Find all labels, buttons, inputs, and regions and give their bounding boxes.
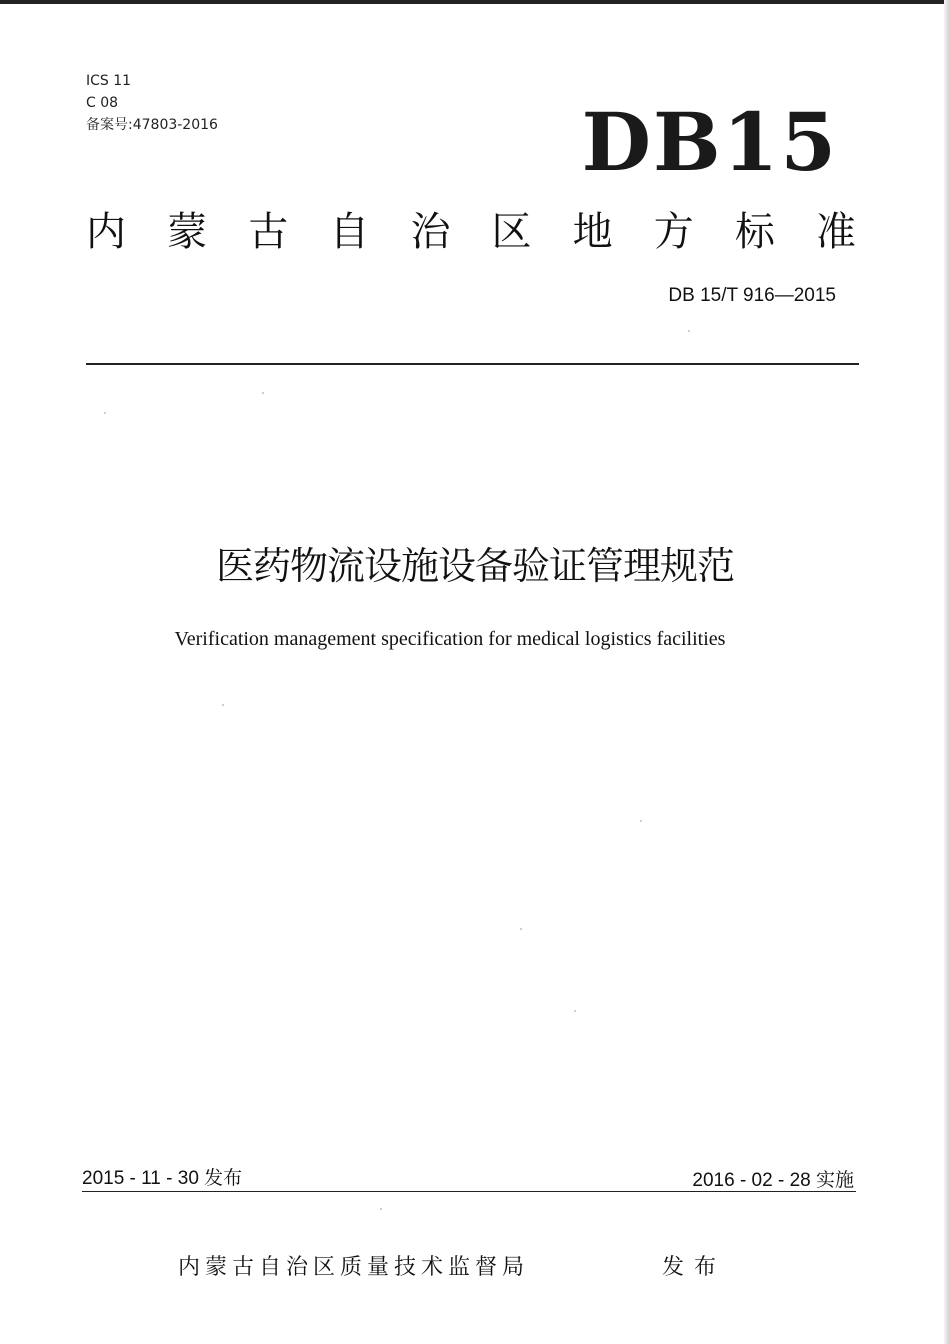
publisher-action: 发布: [662, 1255, 727, 1280]
standard-type-title: [86, 204, 856, 260]
implementation-date: 2016 - 02 - 28 实施: [692, 1170, 854, 1191]
title-char: 标: [734, 209, 775, 255]
scan-speck: [574, 1010, 576, 1012]
title-char: 治: [410, 209, 451, 255]
scan-speck: [520, 928, 522, 930]
title-char: 古: [248, 209, 289, 255]
title-char: 方: [653, 209, 694, 255]
scan-speck: [262, 392, 264, 394]
title-char: 蒙: [167, 209, 208, 255]
title-char: 内: [86, 209, 126, 255]
publisher-name: 内蒙古自治区质量技术监督局: [178, 1255, 530, 1280]
header-divider: [86, 363, 859, 365]
scan-speck: [104, 412, 106, 414]
record-number: 备案号:47803-2016: [86, 117, 218, 133]
document-title-chinese: 医药物流设施设备验证管理规范: [215, 544, 734, 588]
footer-divider: [82, 1191, 856, 1192]
classification-block: [86, 70, 218, 136]
scan-speck: [222, 704, 224, 706]
title-char: 准: [815, 209, 856, 255]
publish-date: 2015 - 11 - 30 发布: [82, 1168, 243, 1189]
db15-logo: DB15: [581, 95, 838, 189]
scan-edge-right: [944, 0, 950, 1344]
title-char: 地: [572, 209, 613, 255]
title-char: 自: [329, 209, 370, 255]
scan-edge-top: [0, 0, 950, 4]
ccs-code: C 08: [86, 95, 119, 111]
standard-number: DB 15/T 916—2015: [668, 285, 836, 306]
scan-speck: [380, 1208, 382, 1210]
scan-speck: [688, 330, 690, 332]
ics-code: ICS 11: [86, 73, 132, 89]
document-title-english: Verification management specification for medical logistics facilities: [174, 628, 726, 650]
scan-speck: [640, 820, 642, 822]
title-char: 区: [491, 209, 532, 255]
